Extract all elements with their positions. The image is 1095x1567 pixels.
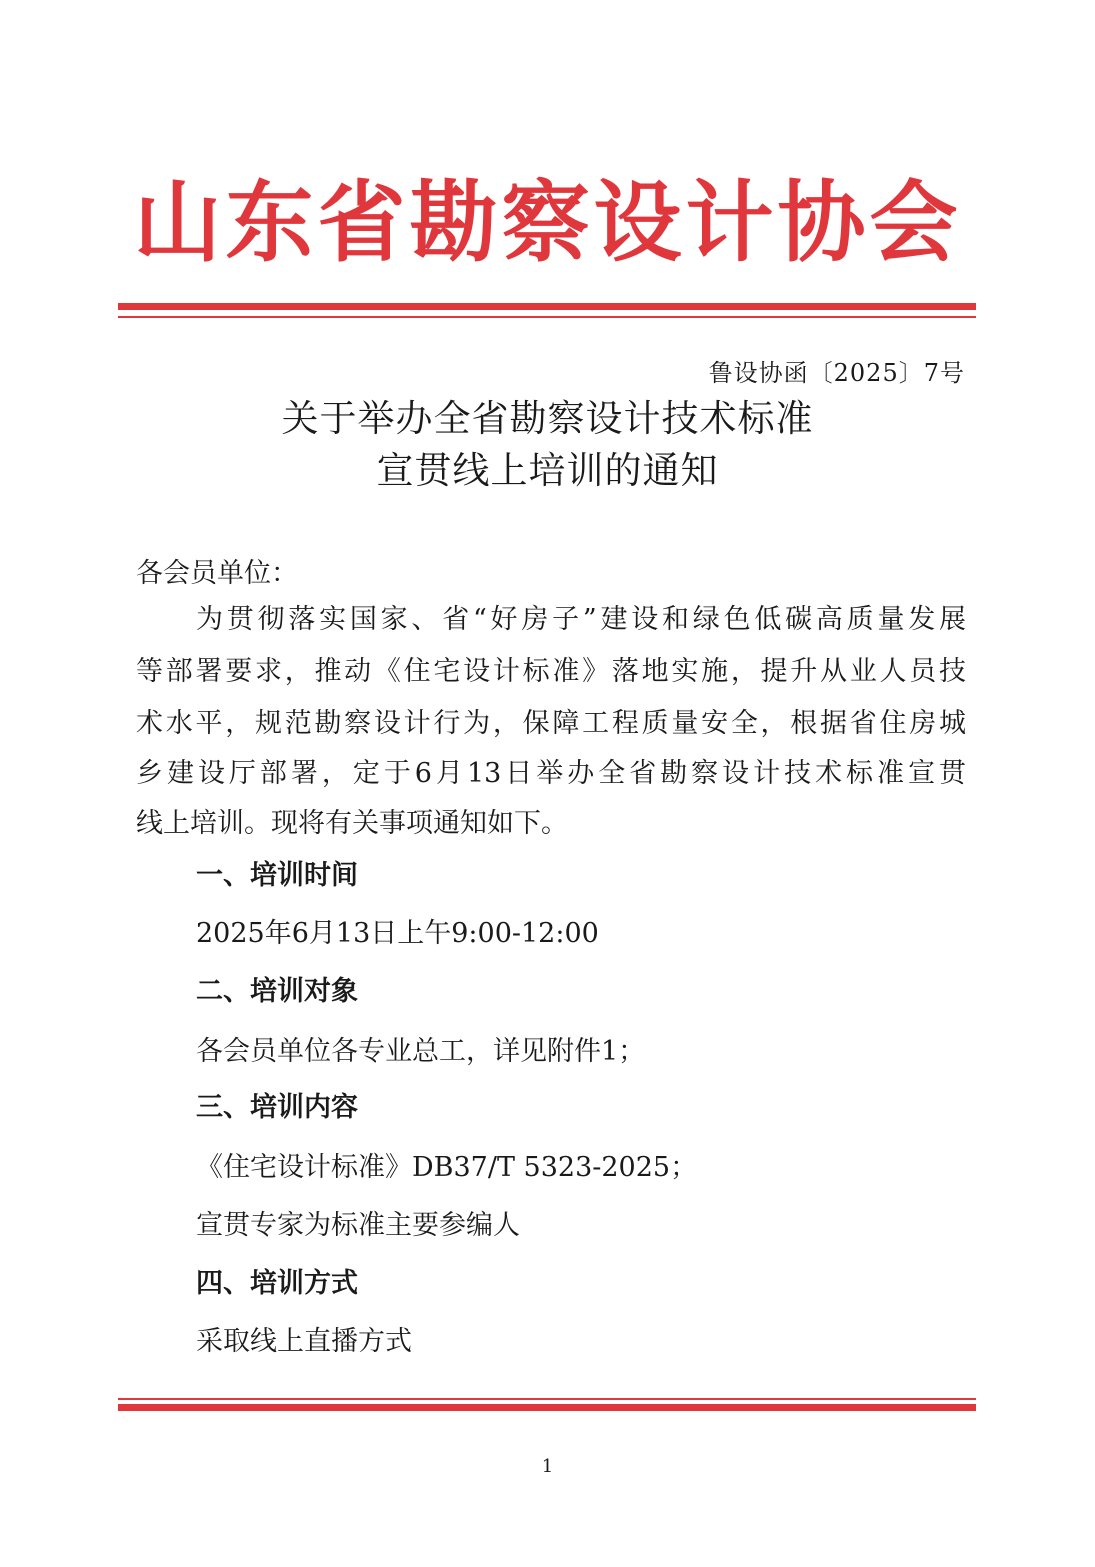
footer-rule-thick — [118, 1404, 976, 1411]
salutation: 各会员单位： — [136, 558, 298, 589]
page-number: 1 — [541, 1456, 554, 1477]
document-title-line-1: 关于举办全省勘察设计技术标准 — [281, 397, 814, 440]
section-item-content-standard: 《住宅设计标准》DB37/T 5323-2025； — [196, 1152, 698, 1183]
intro-paragraph-line: 等部署要求，推动《住宅设计标准》落地实施，提升从业人员技 — [136, 656, 966, 687]
document-title-line-2: 宣贯线上培训的通知 — [376, 449, 719, 492]
organization-header: 山东省勘察设计协会 — [133, 171, 962, 274]
header-rule-thin — [118, 316, 976, 318]
section-heading-audience: 二、培训对象 — [196, 976, 358, 1007]
intro-paragraph-line: 线上培训。现将有关事项通知如下。 — [136, 808, 568, 839]
section-item-content-experts: 宣贯专家为标准主要参编人 — [196, 1210, 520, 1241]
section-item-method: 采取线上直播方式 — [196, 1326, 412, 1357]
section-heading-content: 三、培训内容 — [196, 1092, 358, 1123]
intro-paragraph-line: 术水平，规范勘察设计行为，保障工程质量安全，根据省住房城 — [136, 708, 966, 739]
section-item-audience: 各会员单位各专业总工，详见附件1； — [196, 1036, 646, 1067]
document-number: 鲁设协函〔2025〕7号 — [708, 359, 965, 387]
section-heading-time: 一、培训时间 — [196, 860, 358, 891]
intro-paragraph-line: 为贯彻落实国家、省“好房子”建设和绿色低碳高质量发展 — [196, 604, 966, 635]
intro-paragraph-line: 乡建设厅部署，定于6月13日举办全省勘察设计技术标准宣贯 — [136, 758, 966, 789]
section-item-time: 2025年6月13日上午9:00-12:00 — [196, 918, 599, 949]
section-heading-method: 四、培训方式 — [196, 1268, 358, 1299]
footer-rule-thin — [118, 1398, 976, 1400]
header-rule-thick — [118, 303, 976, 310]
